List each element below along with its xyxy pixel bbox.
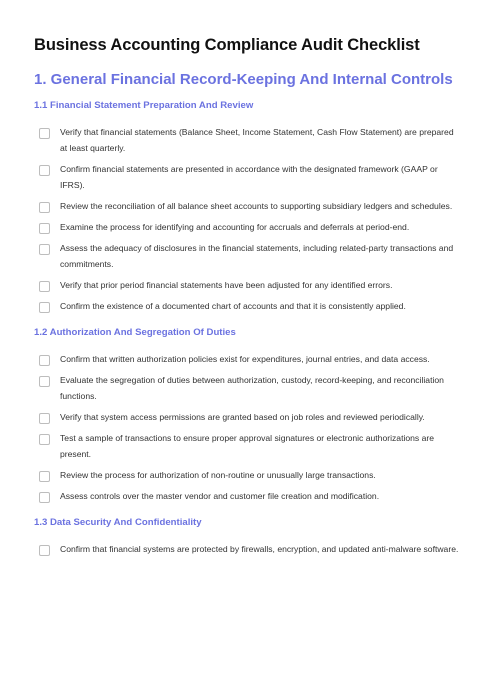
checkbox[interactable] xyxy=(39,244,50,255)
checklist-item xyxy=(34,299,461,314)
document-title: Business Accounting Compliance Audit Checklist xyxy=(34,36,420,54)
checklist xyxy=(34,542,461,557)
checkbox[interactable] xyxy=(39,302,50,313)
checkbox[interactable] xyxy=(39,545,50,556)
checkbox[interactable] xyxy=(39,355,50,366)
checklist-item xyxy=(34,468,461,483)
checklist-item-text: Confirm financial statements are presented in accordance with the designated framework (GAAP or IFRS). xyxy=(60,164,438,190)
checklist-item-text: Examine the process for identifying and accounting for accruals and deferrals at period-end. xyxy=(60,222,410,232)
checklist-item-text: Assess the adequacy of disclosures in the financial statements, including related-party transactions and commitments. xyxy=(60,243,454,269)
checklist-item xyxy=(34,220,461,235)
checklist-item xyxy=(34,241,461,272)
checkbox[interactable] xyxy=(39,434,50,445)
checklist-item xyxy=(34,352,461,367)
checklist-item xyxy=(34,278,461,293)
checklist-item xyxy=(34,489,461,504)
checklist-item-text: Evaluate the segregation of duties between authorization, custody, record-keeping, and reconciliation functions. xyxy=(60,375,444,401)
checkbox[interactable] xyxy=(39,376,50,387)
checklist xyxy=(34,352,461,504)
checklist-item-text: Assess controls over the master vendor and customer file creation and modification. xyxy=(60,491,380,501)
checklist xyxy=(34,125,461,314)
subsection-title: 1.3 Data Security And Confidentiality xyxy=(34,517,202,528)
checklist-item-text: Confirm that written authorization policies exist for expenditures, journal entries, and data access. xyxy=(60,354,430,364)
checklist-item-text: Confirm the existence of a documented chart of accounts and that it is consistently applied. xyxy=(60,301,406,311)
checklist-item xyxy=(34,542,461,557)
checklist-item-text: Test a sample of transactions to ensure proper approval signatures or electronic authorizations are present. xyxy=(60,433,435,459)
subsections-container xyxy=(34,100,461,557)
section-title: 1. General Financial Record-Keeping And Internal Controls xyxy=(34,71,453,88)
checklist-item-text: Confirm that financial systems are protected by firewalls, encryption, and updated anti-malware software. xyxy=(60,544,459,554)
checkbox[interactable] xyxy=(39,281,50,292)
checkbox[interactable] xyxy=(39,128,50,139)
checklist-item-text: Review the reconciliation of all balance sheet accounts to supporting subsidiary ledgers and schedules. xyxy=(60,201,453,211)
checklist-item-text: Verify that system access permissions are granted based on job roles and reviewed periodically. xyxy=(60,412,425,422)
checklist-item xyxy=(34,125,461,156)
checkbox[interactable] xyxy=(39,413,50,424)
checklist-item xyxy=(34,162,461,193)
subsection-title: 1.2 Authorization And Segregation Of Duties xyxy=(34,327,236,338)
checkbox[interactable] xyxy=(39,492,50,503)
checklist-item xyxy=(34,410,461,425)
checkbox[interactable] xyxy=(39,471,50,482)
checklist-item-text: Review the process for authorization of non-routine or unusually large transactions. xyxy=(60,470,376,480)
checklist-item xyxy=(34,431,461,462)
checkbox[interactable] xyxy=(39,202,50,213)
subsection-title: 1.1 Financial Statement Preparation And Review xyxy=(34,100,254,111)
checklist-item xyxy=(34,199,461,214)
checkbox[interactable] xyxy=(39,223,50,234)
checklist-item-text: Verify that prior period financial statements have been adjusted for any identified errors. xyxy=(60,280,393,290)
checkbox[interactable] xyxy=(39,165,50,176)
checklist-item xyxy=(34,373,461,404)
checklist-item-text: Verify that financial statements (Balance Sheet, Income Statement, Cash Flow Statement) are prepared at least quarterly. xyxy=(60,127,454,153)
